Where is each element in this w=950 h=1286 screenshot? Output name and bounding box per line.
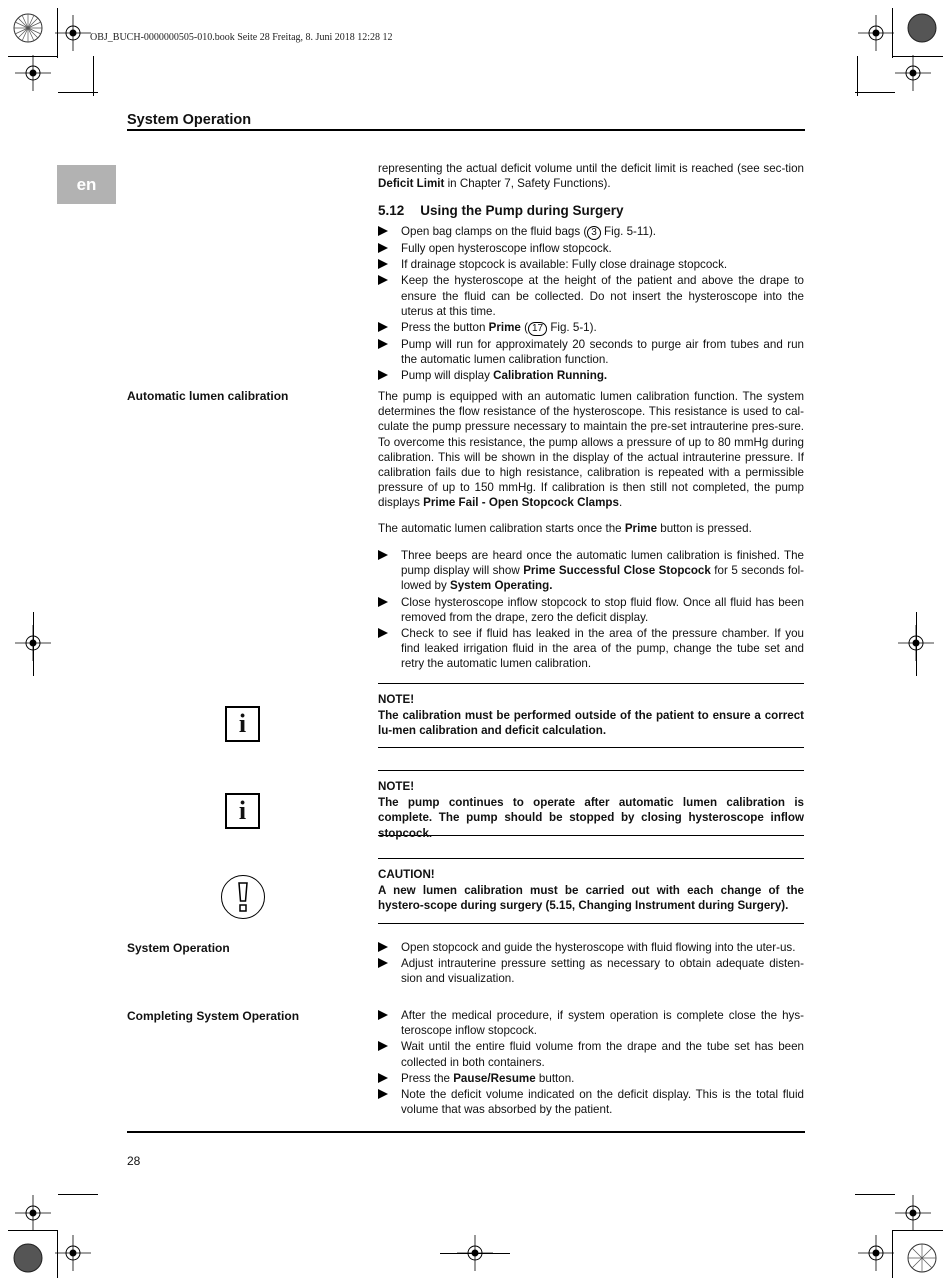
exclamation-icon [233, 881, 253, 913]
crop-line [893, 1230, 943, 1231]
bold-run: Prime [624, 522, 658, 535]
crosshair-mark-icon [895, 55, 935, 95]
list-item [378, 368, 804, 383]
text-run: ( [520, 321, 528, 335]
bullet-arrow-icon [378, 275, 388, 285]
crop-line [857, 56, 858, 96]
bullet-arrow-icon [378, 1073, 388, 1083]
bold-run: Prime [488, 321, 521, 335]
text-run: button. [535, 1071, 575, 1085]
list-item [378, 940, 804, 955]
crop-line [58, 1194, 98, 1195]
bullet-arrow-icon [378, 226, 388, 236]
text-run: for 5 seconds fol-lowed by [401, 564, 805, 593]
auto-lumen-paragraph [378, 389, 804, 511]
side-label-system-operation: System Operation [127, 941, 230, 955]
system-operation-list [378, 940, 804, 988]
text-run: Pump will display [401, 369, 494, 383]
text-run: If drainage stopcock is available: Fully close drainage stopcock. [401, 258, 728, 272]
text-run: Fig. 5-11). [600, 225, 657, 238]
crop-line [57, 8, 58, 58]
subsection-number: 5.12 [378, 203, 405, 218]
list-item [378, 626, 804, 672]
bold-run: Deficit Limit [378, 177, 445, 191]
list-item [378, 1087, 804, 1117]
registration-target-icon [8, 8, 48, 48]
subsection-title: Using the Pump during Surgery [420, 203, 624, 218]
text-run: After the medical procedure, if system operation is complete close the hys-teroscope inflow stopcock. [401, 1009, 804, 1038]
text-run: Press the button [401, 321, 489, 335]
crosshair-mark-icon [457, 1235, 497, 1275]
registration-disc-icon [8, 1238, 48, 1278]
crop-line [8, 1230, 58, 1231]
bold-run: Pause/Resume [453, 1071, 536, 1085]
page-number: 28 [127, 1154, 141, 1168]
crosshair-mark-icon [55, 15, 95, 55]
text-run: Three beeps are heard once the automatic lumen calibration is finished. The pump display will show [401, 549, 804, 578]
text-run: Open bag clamps on the fluid bags ( [401, 225, 588, 238]
crop-line [440, 1253, 510, 1254]
bullet-arrow-icon [378, 259, 388, 269]
list-item [378, 273, 804, 319]
crop-line [8, 56, 58, 57]
bold-run: Calibration Running. [493, 369, 608, 383]
text-run: Pump will run for approximately 20 seconds to purge air from tubes and run the automatic lumen calibration function. [401, 338, 804, 367]
bullet-arrow-icon [378, 628, 388, 638]
bullet-arrow-icon [378, 1041, 388, 1051]
text-run: The pump is equipped with an automatic lumen calibration function. The system determines the flow resistance of the hysteroscope. This resistance is used to cal-culate the pump pressure necessary to maintain the pre-set intrauterine pres-sure. To overcome this resistance, the pump allows a pressure of up to 80 mmHg during calibration. This will be shown in the display of the actual intrauterine pressure. If calibration fails due to high resistance, calibration is repeated with a permissible pressure of up to 150 mmHg. If calibration is then still not completed, the pump displays [378, 390, 804, 510]
text-run: Note the deficit volume indicated on the deficit display. This is the total fluid volume that was absorbed by the patient. [401, 1088, 804, 1117]
crosshair-mark-icon [15, 625, 55, 665]
crop-line [58, 92, 98, 93]
crosshair-mark-icon [895, 1195, 935, 1235]
note-heading: NOTE! [378, 693, 415, 706]
text-run: Open stopcock and guide the hysteroscope with fluid flowing into the uter-us. [401, 941, 796, 954]
print-header-meta: OBJ_BUCH-0000000505-010.book Seite 28 Freitag, 8. Juni 2018 12:28 12 [90, 32, 393, 43]
bullet-arrow-icon [378, 958, 388, 968]
intro-paragraph [378, 161, 804, 191]
text-run: Check to see if fluid has leaked in the area of the pressure chamber. If you find leaked irrigation fluid in the area of the pump, change the tube set and retry the automatic lumen calibration. [401, 627, 804, 671]
crop-line [855, 1194, 895, 1195]
text-run: Fig. 5-1). [547, 321, 597, 335]
language-tab: en [57, 165, 116, 204]
bullet-arrow-icon [378, 243, 388, 253]
bullet-arrow-icon [378, 370, 388, 380]
list-item [378, 548, 804, 594]
bullet-arrow-icon [378, 1089, 388, 1099]
caution-box [378, 858, 804, 924]
note-heading: NOTE! [378, 780, 415, 793]
list-item [378, 956, 804, 986]
side-label-auto-lumen: Automatic lumen calibration [127, 389, 289, 403]
text-run: The automatic lumen calibration starts once the [378, 522, 625, 535]
crop-line [892, 8, 893, 58]
text-run: Keep the hysteroscope at the height of the patient and above the drape to ensure the fluid can be collected. Do not insert the hysteroscope into the uterus at this time. [401, 274, 804, 318]
list-item [378, 1071, 804, 1086]
caution-heading: CAUTION! [378, 868, 435, 881]
crosshair-mark-icon [55, 1235, 95, 1275]
crop-line [892, 1230, 893, 1278]
crosshair-mark-icon [15, 55, 55, 95]
caution-icon [221, 875, 265, 919]
callout-number: 17 [528, 322, 547, 336]
bullet-arrow-icon [378, 339, 388, 349]
text-run: representing the actual deficit volume until the deficit limit is reached (see sec-tion [378, 162, 804, 175]
text-run: . [618, 496, 623, 510]
text-run: Press the [401, 1071, 454, 1085]
note-box [378, 683, 804, 748]
registration-disc-icon [902, 8, 942, 48]
text-run: button is pressed. [657, 522, 752, 535]
surgery-steps-list [378, 224, 804, 385]
crop-line [57, 1230, 58, 1278]
crop-line [916, 612, 917, 676]
note-box [378, 770, 804, 840]
crosshair-mark-icon [898, 625, 938, 665]
info-icon: i [225, 706, 260, 742]
bullet-arrow-icon [378, 550, 388, 560]
footer-rule [127, 1131, 805, 1133]
side-label-completing: Completing System Operation [127, 1009, 300, 1023]
list-item [378, 337, 804, 367]
list-item [378, 1008, 804, 1038]
calibration-steps-list [378, 548, 804, 673]
callout-number: 3 [587, 226, 601, 240]
text-run: Adjust intrauterine pressure setting as necessary to obtain adequate disten-sion and visualization. [401, 957, 804, 986]
crosshair-mark-icon [15, 1195, 55, 1235]
completing-operation-list [378, 1008, 804, 1118]
text-run: Close hysteroscope inflow stopcock to stop fluid flow. Once all fluid has been removed from the drape, zero the deficit display. [401, 595, 804, 624]
crop-line [33, 612, 34, 676]
note-text: The calibration must be performed outside of the patient to ensure a correct lu-men calibration and deficit calculation. [378, 709, 804, 738]
list-item [378, 241, 804, 256]
list-item [378, 224, 804, 240]
bold-run: Prime Fail - Open Stopcock Clamps [423, 496, 619, 510]
text-run: Wait until the entire fluid volume from the drape and the tube set has been collected in both containers. [401, 1040, 804, 1069]
bullet-arrow-icon [378, 597, 388, 607]
info-icon: i [225, 793, 260, 829]
page-title: System Operation [127, 112, 252, 128]
text-run: in Chapter 7, Safety Functions). [444, 177, 611, 191]
registration-target-icon [902, 1238, 942, 1278]
subsection-heading [378, 203, 804, 218]
list-item [378, 257, 804, 272]
crop-line [893, 56, 943, 57]
crop-line [855, 92, 895, 93]
list-item [378, 595, 804, 625]
list-item [378, 1039, 804, 1069]
title-rule [127, 129, 805, 131]
caution-text: A new lumen calibration must be carried out with each change of the hystero-scope during surgery (5.15, Changing Instrument during Surgery). [378, 884, 804, 913]
note-text: The pump continues to operate after automatic lumen calibration is complete. The pump should be stopped by closing hysteroscope inflow stopcock. [378, 796, 804, 840]
bold-run: Prime Successful Close Stopcock [523, 564, 711, 578]
bullet-arrow-icon [378, 942, 388, 952]
list-item [378, 320, 804, 336]
bold-run: System Operating. [449, 579, 553, 593]
bullet-arrow-icon [378, 322, 388, 332]
crop-line [93, 56, 94, 96]
bullet-arrow-icon [378, 1010, 388, 1020]
calibration-start-paragraph [378, 521, 804, 536]
text-run: Fully open hysteroscope inflow stopcock. [401, 242, 612, 255]
